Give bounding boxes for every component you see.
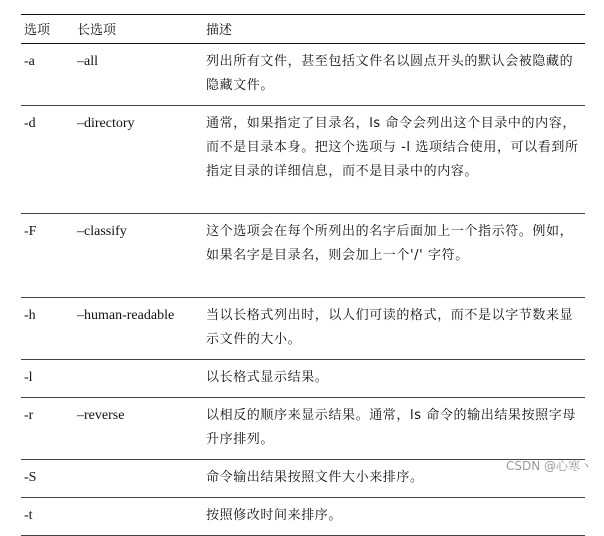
table-row	[21, 498, 585, 536]
table-row	[21, 360, 585, 398]
long-option-cell: –reverse	[77, 408, 125, 423]
option-cell: -h	[24, 308, 36, 323]
description-cell: 当以长格式列出时，以人们可读的格式，而不是以字节数来显示文件的大小。	[206, 308, 574, 347]
table-row	[21, 214, 585, 298]
description-cell: 这个选项会在每个所列出的名字后面加上一个指示符。例如，如果名字是目录名，则会加上一个'/' 字符。	[206, 224, 574, 263]
description-cell: 以长格式显示结果。	[206, 370, 329, 385]
ls-options-table	[21, 14, 585, 536]
option-cell: -S	[24, 470, 37, 485]
header-row	[21, 15, 585, 44]
description-cell: 按照修改时间来排序。	[206, 508, 343, 523]
option-cell: -r	[24, 408, 34, 423]
option-cell: -l	[24, 370, 33, 385]
long-option-cell: –all	[77, 54, 98, 69]
table-row	[21, 44, 585, 106]
description-cell: 以相反的顺序来显示结果。通常，ls 命令的输出结果按照字母升序排列。	[206, 408, 576, 447]
long-option-cell	[74, 498, 203, 536]
long-option-cell	[74, 460, 203, 498]
header-option: 选项	[24, 23, 51, 38]
option-cell: -F	[24, 224, 37, 239]
table-row	[21, 398, 585, 460]
header-description: 描述	[206, 23, 233, 38]
table-body	[21, 44, 585, 536]
option-cell: -a	[24, 54, 35, 69]
csdn-watermark: CSDN @心寒丶	[505, 459, 592, 473]
long-option-cell: –human-readable	[77, 308, 175, 323]
table-header	[21, 15, 585, 44]
option-cell: -t	[24, 508, 33, 523]
header-long-option: 长选项	[77, 23, 117, 38]
description-cell: 命令输出结果按照文件大小来排序。	[206, 470, 424, 485]
long-option-cell: –classify	[77, 224, 127, 239]
table-row	[21, 106, 585, 214]
description-cell: 列出所有文件，甚至包括文件名以圆点开头的默认会被隐藏的隐藏文件。	[206, 54, 574, 93]
table-row	[21, 298, 585, 360]
long-option-cell	[74, 360, 203, 398]
option-cell: -d	[24, 116, 36, 131]
table-row	[21, 460, 585, 498]
description-cell: 通常，如果指定了目录名，ls 命令会列出这个目录中的内容，而不是目录本身。把这个选项与 -l 选项结合使用，可以看到所指定目录的详细信息，而不是目录中的内容。	[206, 116, 579, 179]
long-option-cell: –directory	[77, 116, 135, 131]
